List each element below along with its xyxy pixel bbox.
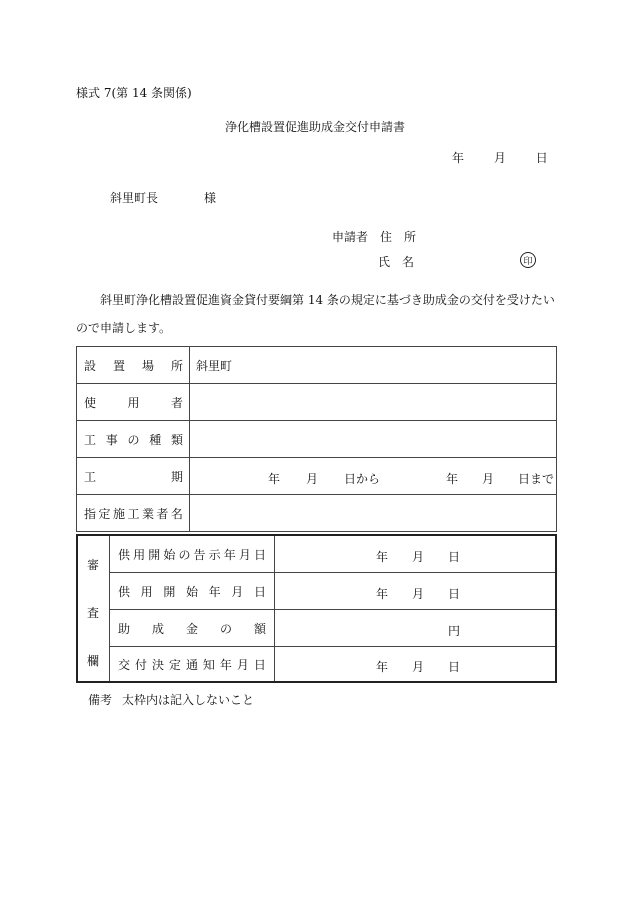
review-side-label: 審 査 欄	[78, 536, 110, 681]
name-label: 氏 名	[378, 255, 415, 269]
table-row	[77, 458, 557, 495]
applicant-name-line	[378, 256, 414, 268]
service-start-notice-date-value[interactable]: 年 月 日	[376, 550, 461, 564]
review-row	[110, 573, 555, 610]
date-month: 月	[493, 151, 506, 165]
table-row	[77, 384, 557, 421]
contractor-value[interactable]	[190, 495, 557, 532]
application-table	[76, 346, 557, 532]
subsidy-amount-label: 助 成 金 の 額	[110, 610, 275, 646]
applicant-label: 申請者	[332, 230, 369, 244]
period-to-day: 日まで	[518, 472, 555, 486]
body-text-line1: 斜里町浄化槽設置促進資金貸付要綱第 14 条の規定に基づき助成金の交付を受けたい	[100, 293, 555, 307]
work-period-value[interactable]	[190, 458, 557, 495]
application-date	[452, 152, 548, 164]
grant-decision-notice-date-label: 交 付 決 定 通 知 年 月 日	[110, 647, 275, 681]
work-type-label: 工 事 の 種 類	[77, 421, 190, 458]
addressee	[110, 192, 216, 204]
table-row	[77, 421, 557, 458]
review-row	[110, 610, 555, 647]
work-type-value[interactable]	[190, 421, 557, 458]
service-start-notice-date-label: 供 用 開 始 の 告 示 年 月 日	[110, 536, 275, 572]
review-row	[110, 647, 555, 681]
period-to-year: 年	[446, 472, 459, 486]
service-start-date-value[interactable]: 年 月 日	[376, 587, 461, 601]
period-from-month: 月	[306, 472, 319, 486]
remarks-label: 備考	[88, 693, 113, 707]
service-start-date-label: 供 用 開 始 年 月 日	[110, 573, 275, 609]
review-row	[110, 536, 555, 573]
table-row	[77, 495, 557, 532]
grant-decision-notice-date-value[interactable]: 年 月 日	[376, 660, 461, 674]
body-text-line2: ので申請します。	[76, 321, 172, 335]
date-day: 日	[535, 151, 548, 165]
installation-location-value[interactable]: 斜里町	[190, 347, 557, 384]
document-title: 浄化槽設置促進助成金交付申請書	[224, 120, 405, 134]
period-from-year: 年	[268, 472, 281, 486]
table-row	[77, 347, 557, 384]
user-value[interactable]	[190, 384, 557, 421]
date-year: 年	[452, 151, 465, 165]
address-label: 住 所	[380, 230, 417, 244]
addressee-honorific: 様	[204, 191, 217, 205]
applicant-address-line	[332, 231, 416, 243]
addressee-name: 斜里町長	[110, 191, 159, 205]
form-number: 様式 7(第 14 条関係)	[76, 86, 192, 100]
subsidy-amount-value[interactable]: 円	[448, 624, 461, 638]
period-to-month: 月	[482, 472, 495, 486]
installation-location-label: 設 置 場 所	[77, 347, 190, 384]
remarks-note	[88, 694, 254, 706]
review-section	[76, 534, 557, 683]
remarks-text: 太枠内は記入しないこと	[122, 693, 255, 707]
contractor-label: 指 定 施 工 業 者 名	[77, 495, 190, 532]
seal-mark: 印	[520, 252, 536, 268]
period-from-day: 日から	[344, 472, 381, 486]
user-label: 使 用 者	[77, 384, 190, 421]
work-period-label: 工 期	[77, 458, 190, 495]
